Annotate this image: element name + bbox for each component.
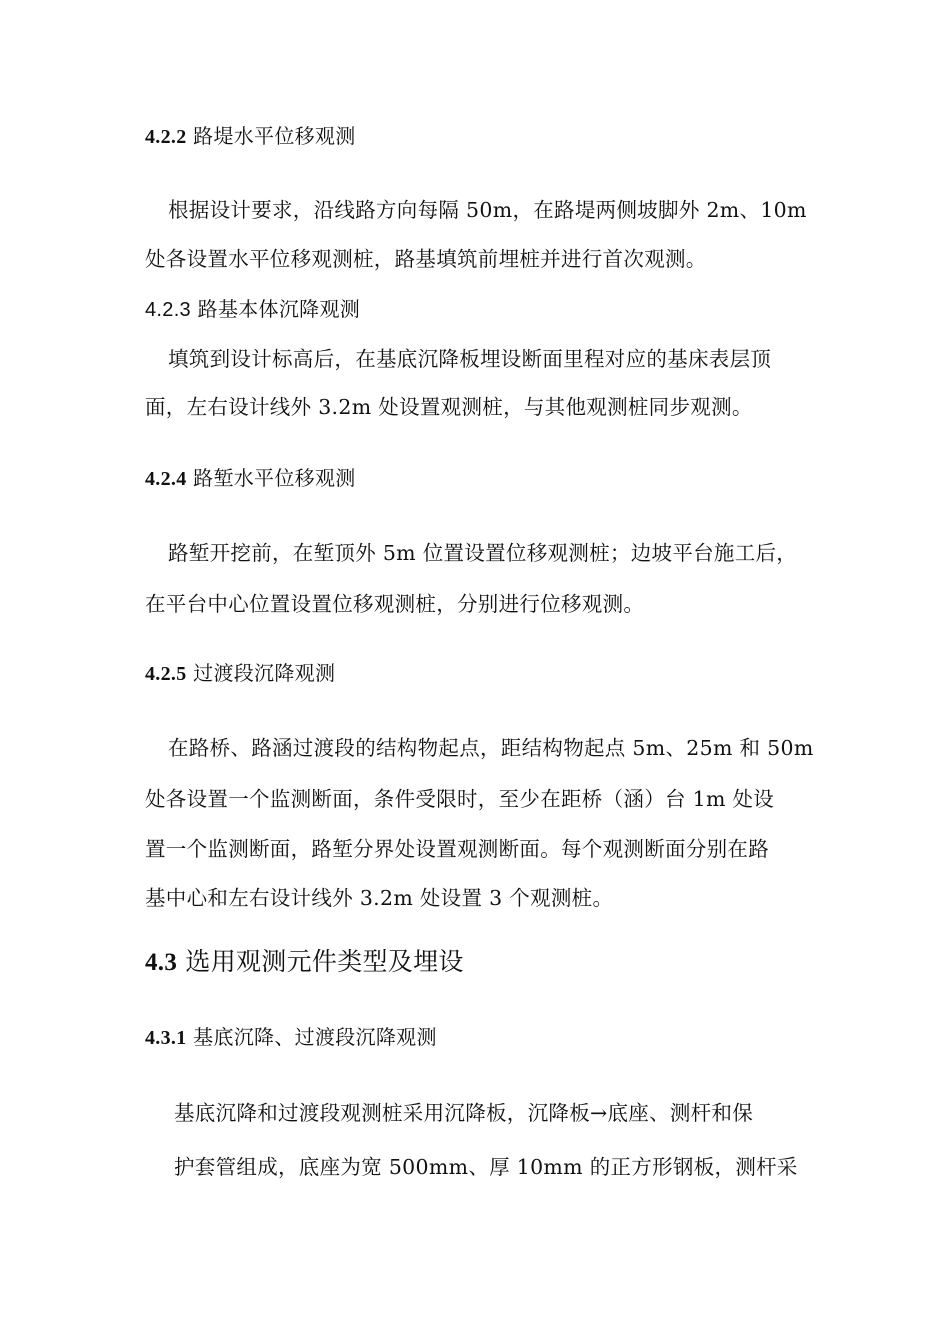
heading-text: 路堑水平位移观测 [186, 466, 356, 490]
heading-text: 基底沉降、过渡段沉降观测 [186, 1025, 437, 1049]
section-heading-4-2-5 [145, 659, 335, 688]
section-heading-4-2-4 [145, 464, 356, 493]
heading-text: 过渡段沉降观测 [186, 661, 336, 685]
heading-number: 4.2.3 [145, 299, 191, 321]
heading-number: 4.2.5 [145, 663, 187, 685]
heading-number: 4.2.2 [145, 126, 187, 148]
paragraph-line: 面，左右设计线外 3.2m 处设置观测桩，与其他观测桩同步观测。 [145, 395, 753, 419]
paragraph-line: 在平台中心位置设置位移观测桩，分别进行位移观测。 [145, 592, 645, 616]
section-heading-4-2-3 [145, 295, 360, 324]
heading-number: 4.3.1 [145, 1027, 187, 1049]
heading-number: 4.3 [145, 949, 178, 976]
heading-text: 选用观测元件类型及埋设 [177, 947, 464, 976]
section-heading-4-3-1 [145, 1023, 437, 1052]
heading-number: 4.2.4 [145, 468, 187, 490]
paragraph-line: 路堑开挖前，在堑顶外 5m 位置设置位移观测桩；边坡平台施工后， [168, 541, 798, 565]
heading-text: 路堤水平位移观测 [186, 124, 356, 148]
section-heading-4-2-2 [145, 122, 356, 151]
paragraph-line: 基底沉降和过渡段观测桩采用沉降板，沉降板→底座、测杆和保 [174, 1101, 754, 1125]
paragraph-line: 在路桥、路涵过渡段的结构物起点，距结构物起点 5m、25m 和 50m [168, 736, 814, 760]
paragraph-line: 根据设计要求，沿线路方向每隔 50m，在路堤两侧坡脚外 2m、10m [168, 198, 807, 222]
paragraph-line: 处各设置水平位移观测桩，路基填筑前埋桩并进行首次观测。 [145, 247, 707, 271]
section-heading-4-3 [145, 946, 464, 979]
paragraph-line: 处各设置一个监测断面，条件受限时，至少在距桥（涵）台 1m 处设 [145, 787, 775, 811]
paragraph-line: 护套管组成，底座为宽 500mm、厚 10mm 的正方形钢板，测杆采 [174, 1155, 798, 1179]
paragraph-line: 基中心和左右设计线外 3.2m 处设置 3 个观测桩。 [145, 886, 614, 910]
paragraph-line: 置一个监测断面，路堑分界处设置观测断面。每个观测断面分别在路 [145, 837, 769, 861]
paragraph-line: 填筑到设计标高后，在基底沉降板埋设断面里程对应的基床表层顶 [168, 347, 772, 371]
heading-text: 路基本体沉降观测 [190, 297, 361, 321]
